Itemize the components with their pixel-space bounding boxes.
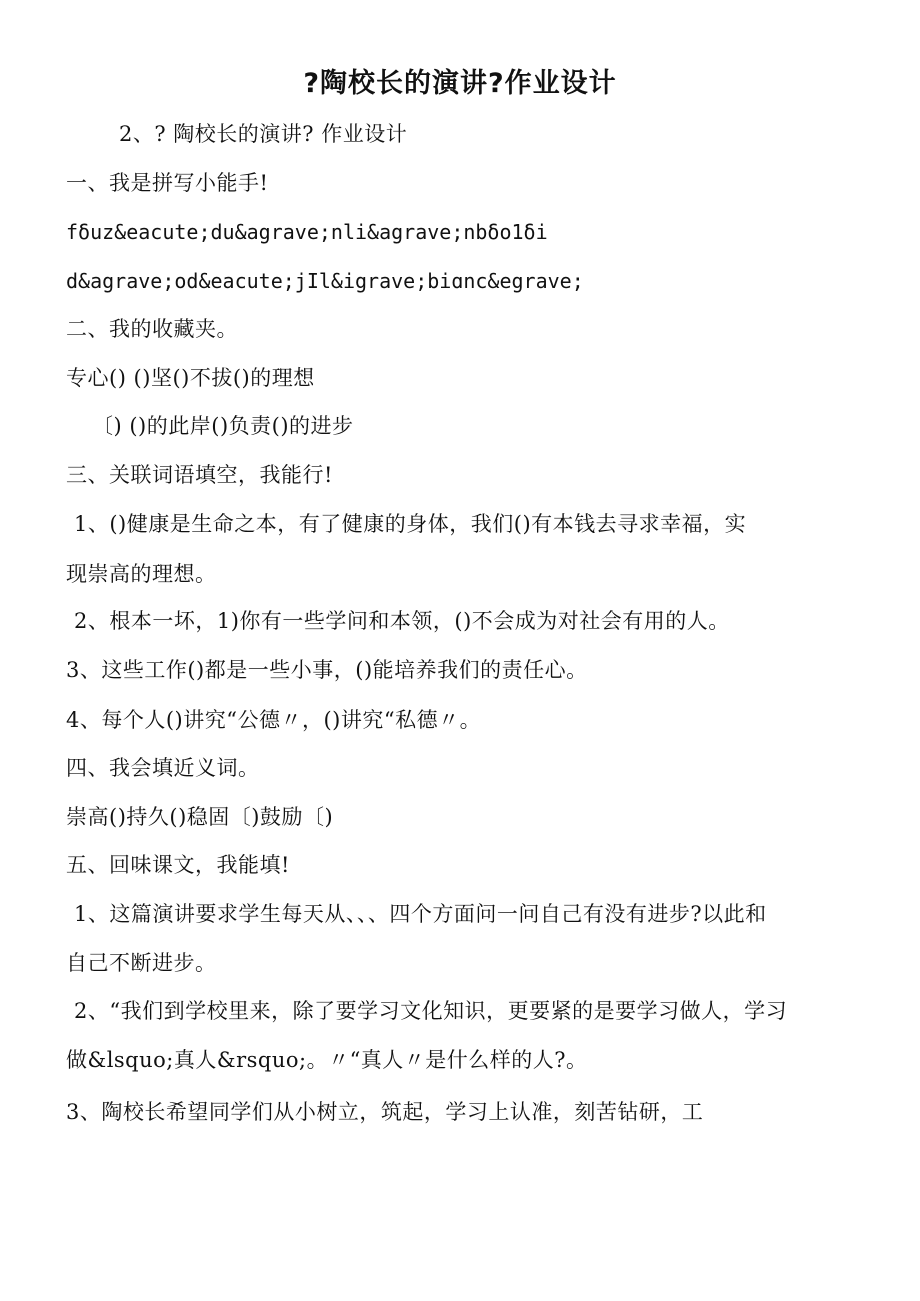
pinyin-line-1: fδuz&eacute;du&agrave;nli&agrave;nbδo1δi [66, 220, 548, 244]
synonym-line: 崇高()持久()稳固〔)鼓励〔) [66, 805, 334, 829]
question-3-3: 3、这些工作()都是一些小事，()能培养我们的责任心。 [66, 658, 588, 682]
subtitle-line: 2、? 陶校长的演讲? 作业设计 [119, 122, 408, 146]
question-5-2-line-2: 做&lsquo;真人&rsquo;。〃“真人〃是什么样的人?。 [66, 1048, 588, 1072]
section-heading-2: 二、我的收藏夹。 [66, 317, 238, 341]
section-heading-5: 五、回味课文，我能填! [66, 853, 290, 877]
question-3-1-line-2: 现崇高的理想。 [66, 562, 217, 586]
document-title: ?陶校长的演讲?作业设计 [303, 68, 617, 99]
pinyin-line-2: d&agrave;od&eacute;jIl&igrave;biɑnc&egrave; [66, 269, 584, 293]
section-heading-3: 三、关联词语填空，我能行! [66, 463, 333, 487]
question-5-3: 3、陶校长希望同学们从小树立，筑起，学习上认准，刻苦钻研，工 [66, 1100, 704, 1124]
question-3-4: 4、每个人()讲究“公德〃，()讲究“私德〃。 [66, 708, 482, 732]
section-heading-1: 一、我是拼写小能手! [66, 171, 269, 195]
question-3-2: 2、根本一坏，1)你有一些学问和本领，()不会成为对社会有用的人。 [74, 609, 730, 633]
collection-line-2: 〔) ()的此岸()负责()的进步 [92, 414, 354, 438]
collection-line-1: 专心() ()坚()不拔()的理想 [66, 366, 315, 390]
question-5-1-line-2: 自己不断进步。 [66, 951, 217, 975]
section-heading-4: 四、我会填近义词。 [66, 756, 260, 780]
question-5-2-line-1: 2、“我们到学校里来，除了要学习文化知识，更要紧的是要学习做人，学习 [74, 999, 788, 1023]
question-5-1-line-1: 1、这篇演讲要求学生每天从、、、四个方面问一问自己有没有进步?以此和 [74, 902, 767, 926]
question-3-1-line-1: 1、()健康是生命之本，有了健康的身体，我们()有本钱去寻求幸福，实 [74, 512, 747, 536]
